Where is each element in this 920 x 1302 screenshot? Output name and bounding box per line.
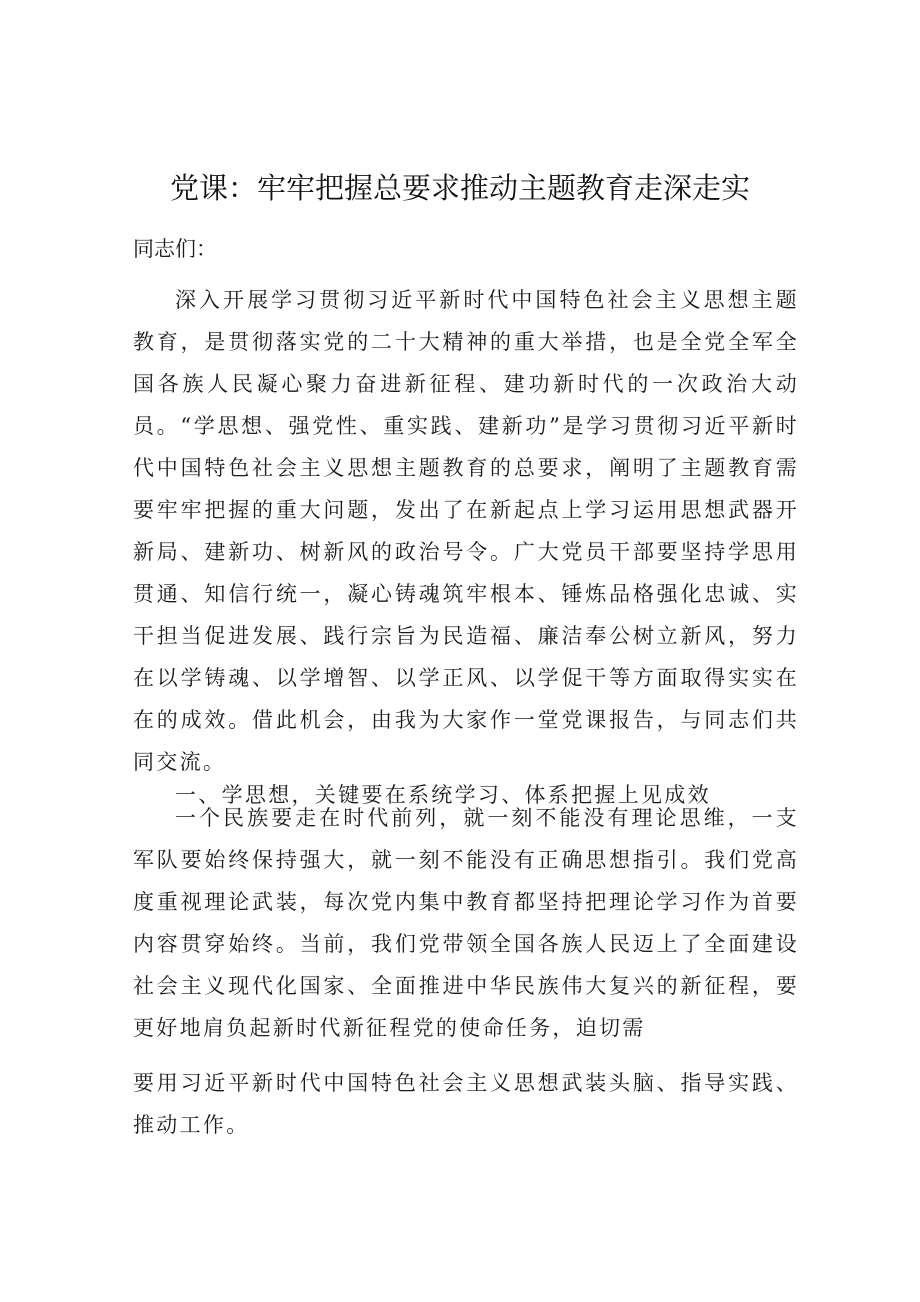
paragraph-intro: 深入开展学习贯彻习近平新时代中国特色社会主义思想主题教育，是贯彻落实党的二十大精神的重大举措，也是全党全军全国各族人民凝心聚力奋进新征程、建功新时代的一次政治大动员。“学思想、强党性、重实践、建新功”是学习贯彻习近平新时代中国特色社会主义思想主题教育的总要求，阐明了主题教育需要牢牢把握的重大问题，发出了在新起点上学习运用思想武器开新局、建新功、树新风的政治号令。广大党员干部要坚持学思用贯通、知信行统一，凝心铸魂筑牢根本、锤炼品格强化忠诚、实干担当促进发展、践行宗旨为民造福、廉洁奉公树立新风，努力在以学铸魂、以学增智、以学正风、以学促干等方面取得实实在在的成效。借此机会，由我为大家作一堂党课报告，与同志们共同交流。 [133,288,799,774]
section-heading-1: 一、学思想，关键要在系统学习、体系把握上见成效 [175,783,711,807]
paragraph-continuation: 要用习近平新时代中国特色社会主义思想武装头脑、指导实践、推动工作。 [133,1071,799,1137]
paragraph-section-1: 一个民族要走在时代前列，就一刻不能没有理论思维，一支军队要始终保持强大，就一刻不能没有正确思想指引。我们党高度重视理论武装，每次党内集中教育都坚持把理论学习作为首要内容贯穿始终。当前，我们党带领全国各族人民迈上了全面建设社会主义现代化国家、全面推进中华民族伟大复兴的新征程，要更好地肩负起新时代新征程党的使命任务，迫切需 [133,806,799,1040]
greeting: 同志们： [133,237,217,261]
document-title: 党课：牢牢把握总要求推动主题教育走深走实 [169,171,750,205]
